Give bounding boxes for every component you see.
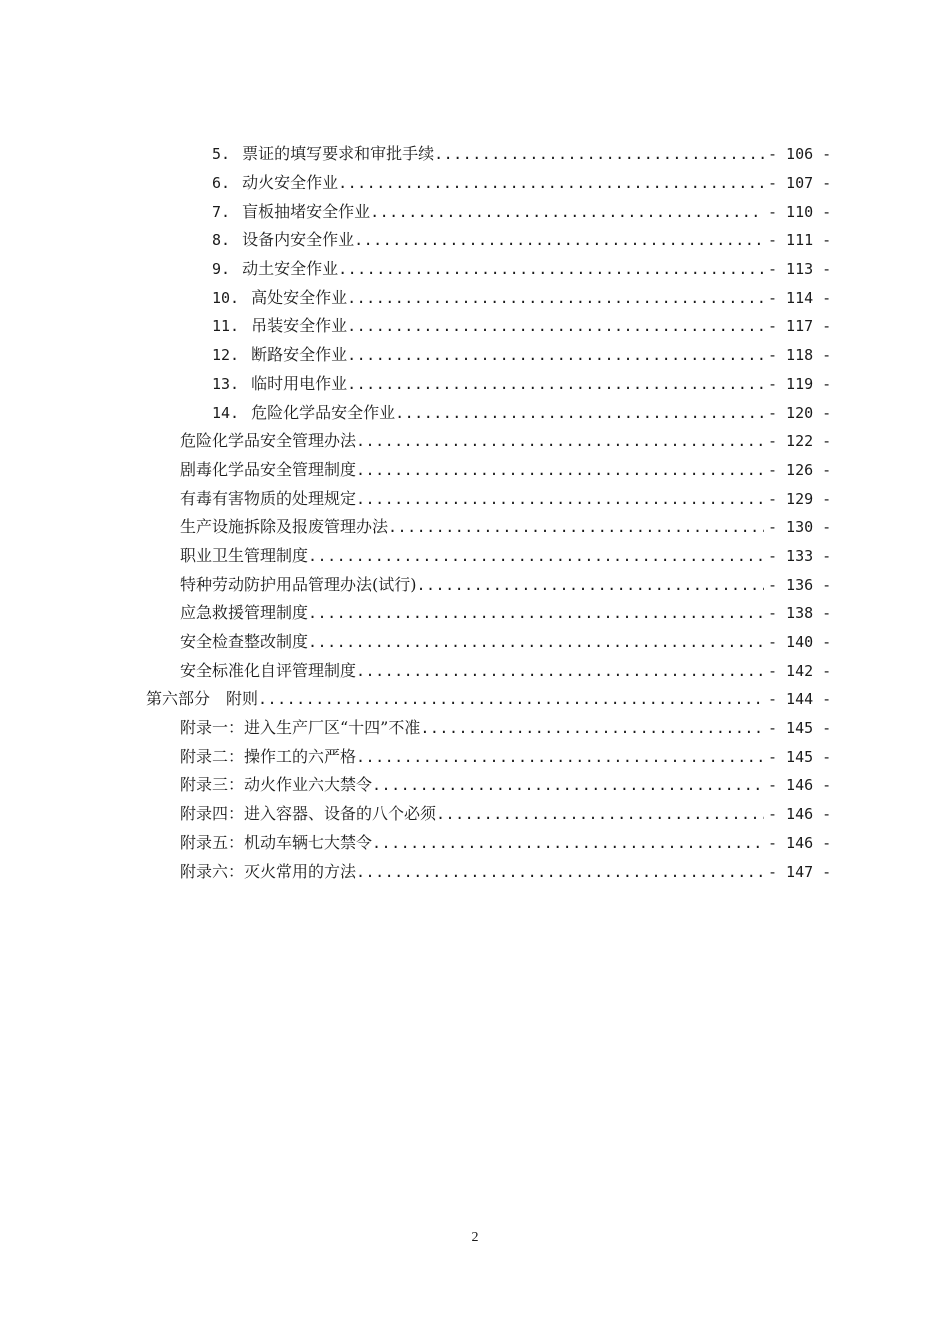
toc-entry[interactable] [0, 829, 950, 858]
page-number: 2 [471, 1230, 479, 1245]
toc-entry-number: 5. [212, 145, 231, 164]
toc-entry-page: - 120 - [768, 403, 832, 422]
toc-entry-title: 危险化学品安全作业 [251, 402, 396, 422]
toc-entry-title: 吊装安全作业 [251, 316, 348, 336]
dot-leader [356, 661, 764, 681]
dot-leader [354, 230, 764, 250]
toc-entry-title: 动火安全作业 [242, 173, 339, 193]
toc-entry-title: 第六部分 附则 [146, 689, 259, 709]
toc-entry-title: 设备内安全作业 [242, 230, 355, 250]
toc-entry-title: 职业卫生管理制度 [180, 545, 309, 565]
toc-entry-title: 附录三：动火作业六大禁令 [180, 775, 373, 795]
dot-leader [308, 603, 764, 623]
dot-leader [388, 517, 764, 537]
dot-leader [372, 833, 764, 853]
toc-entry-page: - 129 - [768, 489, 832, 508]
toc-entry[interactable] [0, 800, 950, 829]
toc-entry-title: 应急救援管理制度 [180, 603, 309, 623]
toc-entry-page: - 146 - [768, 776, 832, 795]
dot-leader [417, 575, 765, 595]
toc-entry-number: 9. [212, 260, 231, 279]
dot-leader [420, 718, 764, 738]
toc-entry[interactable] [0, 628, 950, 657]
toc-entry[interactable] [0, 771, 950, 800]
dot-leader [258, 689, 764, 709]
dot-leader [347, 288, 764, 308]
toc-entry[interactable] [0, 370, 950, 399]
toc-entry-title: 临时用电作业 [251, 373, 348, 393]
toc-entry-page: - 133 - [768, 546, 832, 565]
toc-entry[interactable] [0, 283, 950, 312]
toc-entry-page: - 146 - [768, 805, 832, 824]
dot-leader [370, 202, 764, 222]
toc-entry-title: 断路安全作业 [251, 345, 348, 365]
toc-entry[interactable] [0, 714, 950, 743]
toc-entry-number: 12. [212, 346, 240, 365]
toc-entry-title: 附录五：机动车辆七大禁令 [180, 832, 373, 852]
toc-entry-title: 票证的填写要求和审批手续 [242, 144, 435, 164]
toc-entry[interactable] [0, 255, 950, 284]
toc-entry-title: 危险化学品安全管理办法 [180, 431, 357, 451]
toc-entry-title: 生产设施拆除及报废管理办法 [180, 517, 389, 537]
toc-entry-title: 安全检查整改制度 [180, 632, 309, 652]
toc-entry-page: - 114 - [768, 288, 832, 307]
toc-entry[interactable] [0, 226, 950, 255]
toc-entry[interactable] [0, 398, 950, 427]
dot-leader [356, 431, 764, 451]
toc-entry[interactable] [0, 742, 950, 771]
toc-entry-page: - 130 - [768, 518, 832, 537]
dot-leader [338, 259, 764, 279]
toc-entry-title: 附录一：进入生产厂区“十四”不准 [180, 718, 421, 738]
toc-entry-page: - 107 - [768, 174, 832, 193]
toc-entry-title: 附录六：灭火常用的方法 [180, 861, 357, 881]
toc-entry-title: 盲板抽堵安全作业 [242, 201, 371, 221]
toc-entry-title: 附录四：进入容器、设备的八个必须 [180, 804, 437, 824]
toc-entry-page: - 110 - [768, 202, 832, 221]
toc-entry-number: 11. [212, 317, 240, 336]
toc-entry-page: - 145 - [768, 719, 832, 738]
dot-leader [308, 546, 764, 566]
toc-entry-page: - 142 - [768, 661, 832, 680]
toc-entry[interactable] [0, 341, 950, 370]
toc-entry-page: - 145 - [768, 747, 832, 766]
dot-leader [338, 173, 764, 193]
toc-entry-number: 14. [212, 403, 240, 422]
dot-leader [356, 862, 764, 882]
toc-entry[interactable] [0, 570, 950, 599]
toc-entry-number: 10. [212, 288, 240, 307]
dot-leader [356, 747, 764, 767]
toc-entry-page: - 147 - [768, 862, 832, 881]
toc-entry-number: 6. [212, 174, 231, 193]
toc-entry-title: 动土安全作业 [242, 259, 339, 279]
table-of-contents [0, 140, 950, 886]
toc-entry-page: - 126 - [768, 460, 832, 479]
dot-leader [434, 144, 764, 164]
toc-entry-page: - 111 - [768, 231, 832, 250]
toc-entry[interactable] [0, 197, 950, 226]
toc-entry-page: - 113 - [768, 260, 832, 279]
toc-entry-page: - 118 - [768, 346, 832, 365]
toc-entry-title: 有毒有害物质的处理规定 [180, 488, 357, 508]
toc-entry-page: - 140 - [768, 633, 832, 652]
toc-entry-number: 13. [212, 374, 240, 393]
toc-entry[interactable] [0, 312, 950, 341]
toc-entry[interactable] [0, 513, 950, 542]
toc-entry[interactable] [0, 656, 950, 685]
dot-leader [356, 460, 764, 480]
toc-entry-page: - 122 - [768, 432, 832, 451]
toc-entry-title: 附录二：操作工的六严格 [180, 746, 357, 766]
toc-entry-page: - 119 - [768, 374, 832, 393]
toc-entry-title: 安全标准化自评管理制度 [180, 660, 357, 680]
toc-entry[interactable] [0, 169, 950, 198]
toc-entry[interactable] [0, 140, 950, 169]
toc-entry[interactable] [0, 685, 950, 714]
toc-entry[interactable] [0, 456, 950, 485]
dot-leader [436, 804, 764, 824]
dot-leader [347, 374, 764, 394]
dot-leader [395, 403, 764, 423]
toc-entry-page: - 144 - [768, 690, 832, 709]
toc-entry-number: 8. [212, 231, 231, 250]
toc-entry-title: 剧毒化学品安全管理制度 [180, 459, 357, 479]
toc-entry-page: - 146 - [768, 833, 832, 852]
toc-entry[interactable] [0, 599, 950, 628]
toc-entry-title: 高处安全作业 [251, 287, 348, 307]
toc-entry[interactable] [0, 427, 950, 456]
toc-entry[interactable] [0, 857, 950, 886]
toc-entry-page: - 117 - [768, 317, 832, 336]
toc-entry[interactable] [0, 542, 950, 571]
dot-leader [356, 489, 764, 509]
toc-entry-page: - 136 - [768, 575, 832, 594]
toc-entry-title: 特种劳动防护用品管理办法(试行) [180, 574, 417, 594]
dot-leader [372, 775, 764, 795]
toc-entry-page: - 138 - [768, 604, 832, 623]
dot-leader [347, 345, 764, 365]
toc-entry[interactable] [0, 484, 950, 513]
dot-leader [347, 316, 764, 336]
dot-leader [308, 632, 764, 652]
toc-entry-page: - 106 - [768, 145, 832, 164]
toc-entry-number: 7. [212, 202, 231, 221]
